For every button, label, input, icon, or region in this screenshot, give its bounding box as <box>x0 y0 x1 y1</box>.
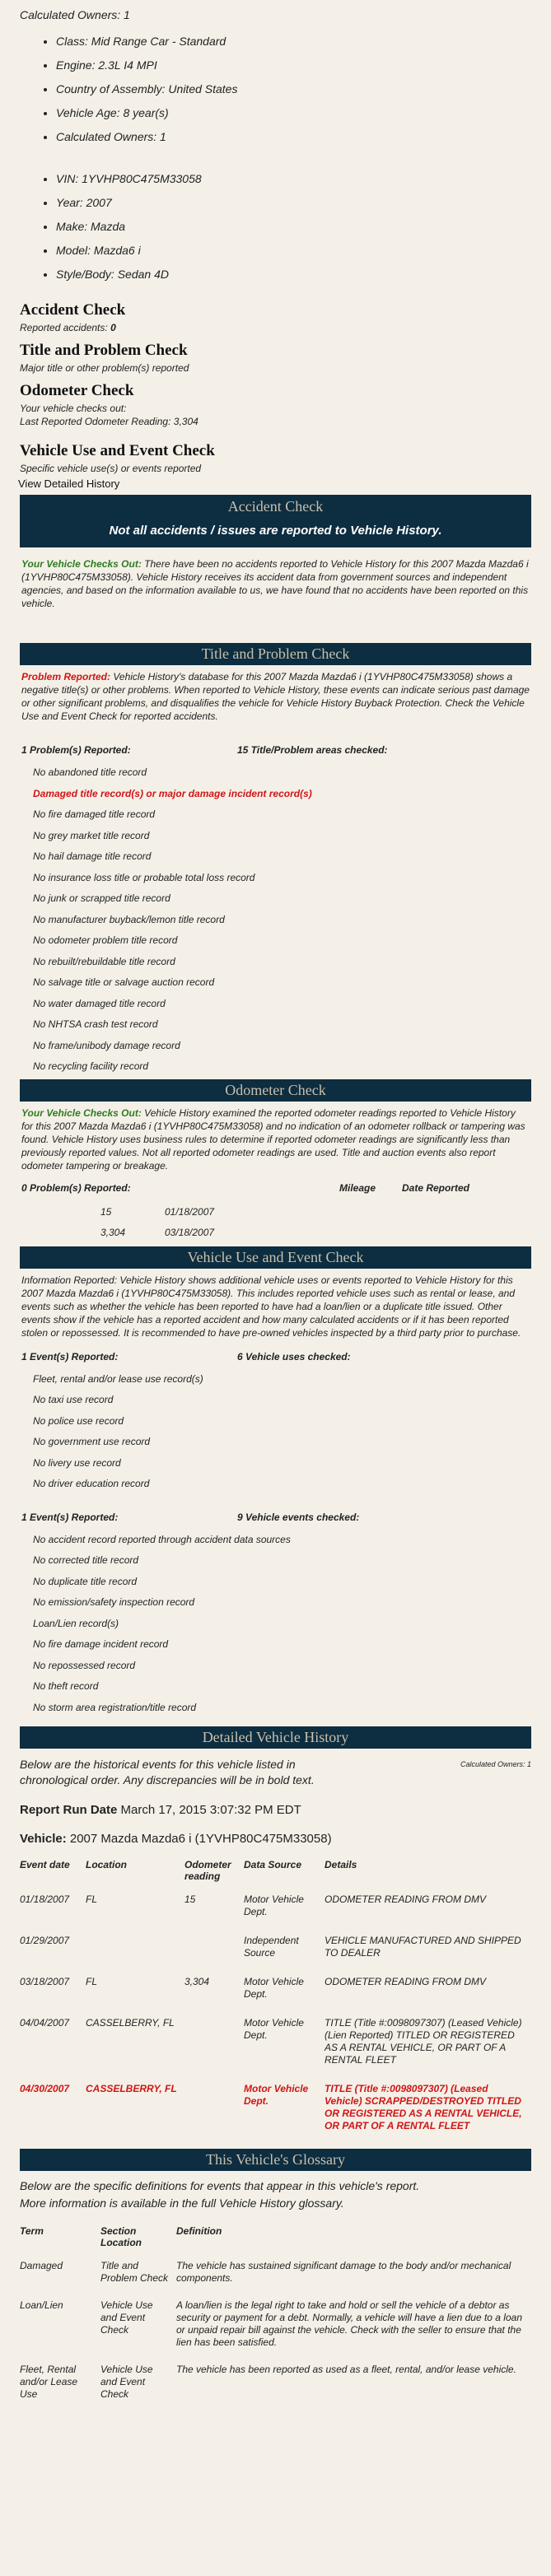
history-row <box>20 1889 531 1930</box>
glossary-intro: Below are the specific definitions for events that appear in this vehicle's report. More information is available in the full Vehicle History glossary. <box>20 2179 420 2210</box>
summary-use-event-title: Vehicle Use and Event Check <box>20 442 215 459</box>
summary-odometer-text1: Your vehicle checks out: <box>20 403 127 414</box>
vehicle-event-item: No accident record reported through accident data sources <box>33 1533 291 1545</box>
title-problem-item: No manufacturer buyback/lemon title record <box>33 913 225 925</box>
odometer-readings <box>20 1202 531 1243</box>
history-cell-location: CASSELBERRY, FL <box>86 2017 175 2029</box>
spec-model: • Model: Mazda6 i <box>56 239 531 263</box>
title-problem-item: No rebuilt/rebuildable title record <box>33 955 175 967</box>
history-row <box>20 1930 531 1971</box>
vehicle-use-item: No driver education record <box>33 1478 150 1489</box>
title-problem-item: No frame/unibody damage record <box>33 1039 180 1051</box>
history-cell-source: Motor Vehicle Dept. <box>244 2017 304 2041</box>
event-columns: 1 Event(s) Reported: 9 Vehicle events checked: <box>21 1511 360 1523</box>
accident-check-banner: Not all accidents / issues are reported to Vehicle History. <box>109 524 442 538</box>
vehicle-use-item: No government use record <box>33 1436 151 1447</box>
title-problem-item: No hail damage title record <box>33 850 152 862</box>
title-problem-header: Title and Problem Check <box>20 643 531 665</box>
view-detailed-history-link[interactable]: View Detailed History <box>18 477 120 490</box>
title-problem-item: No insurance loss title or probable total loss record <box>33 871 255 883</box>
title-problem-columns: 1 Problem(s) Reported: 15 Title/Problem areas checked: <box>21 744 388 756</box>
history-intro-text: Below are the historical events for this vehicle listed in chronological order. Any discrepancies will be in bold text. <box>20 1758 315 1786</box>
vehicle-event-item: No theft record <box>33 1680 99 1692</box>
summary-title-problem-text: Major title or other problem(s) reported <box>20 362 189 374</box>
spec-vin: • VIN: 1YVHP80C475M33058 <box>56 167 531 191</box>
vehicle-event-item: Loan/Lien record(s) <box>33 1617 119 1629</box>
odometer-columns: 0 Problem(s) Reported: Mileage Date Reported <box>21 1181 470 1194</box>
glossary-cell-definition: A loan/lien is the legal right to take and hold or sell the vehicle of a debtor as security or payment for a debt. Normally, a vehicle will have a lien due to a loan or unpaid repair bill against the vehicle. Check with the seller to ensure that the lien has been satisfied. <box>176 2299 522 2348</box>
glossary-cell-term: Damaged <box>20 2260 63 2271</box>
history-cell-odometer: 3,304 <box>184 1976 210 1987</box>
use-list <box>20 1369 531 1495</box>
vehicle-event-item: No duplicate title record <box>33 1575 138 1587</box>
odometer-paragraph: Your Vehicle Checks Out: Vehicle History examined the reported odometer readings reported to Vehicle History for this 2007 Mazda Mazda6 i (1YVHP80C475M33058) and no indication of an odometer rollback or tampering was found. Vehicle History uses business rules to determine if reported odometer readings are significantly less than previously reported values. Not all reported odometer readings are used. Title and auction events also report odometer tampering or breakage. <box>21 1106 525 1172</box>
title-problem-item: No water damaged title record <box>33 997 166 1009</box>
title-problem-list <box>20 762 531 1078</box>
spec-year: • Year: 2007 <box>56 191 531 215</box>
glossary-cell-section: Vehicle Use and Event Check <box>100 2299 153 2336</box>
history-cell-date: 04/30/2007 <box>20 2083 70 2094</box>
glossary-col-definition: Definition <box>176 2225 222 2237</box>
history-cell-odometer <box>184 2078 244 2144</box>
history-header: Detailed Vehicle History <box>20 1726 531 1749</box>
history-cell-odometer: 15 <box>184 1894 196 1905</box>
glossary-row <box>20 2296 531 2360</box>
glossary-header-row <box>20 2225 531 2257</box>
report-run-date: Report Run Date March 17, 2015 3:07:32 PM EDT <box>20 1803 301 1817</box>
spec-make: • Make: Mazda <box>56 215 531 239</box>
vehicle-event-item: No repossessed record <box>33 1659 136 1671</box>
history-row <box>20 2078 531 2144</box>
history-col-details: Details <box>325 1859 357 1870</box>
history-cell-source: Motor Vehicle Dept. <box>244 1894 304 1917</box>
title-problem-item: No grey market title record <box>33 829 150 841</box>
spec-age: • Vehicle Age: 8 year(s) <box>56 101 531 125</box>
history-cell-details: ODOMETER READING FROM DMV <box>325 1894 487 1905</box>
spec-owners: • Calculated Owners: 1 <box>56 125 531 149</box>
history-cell-details: VEHICLE MANUFACTURED AND SHIPPED TO DEALER <box>325 1935 521 1959</box>
vehicle-event-item: No storm area registration/title record <box>33 1701 197 1713</box>
vehicle-event-item: No corrected title record <box>33 1554 139 1566</box>
odometer-row: 15 01/18/2007 <box>100 1205 215 1218</box>
title-problem-item: No salvage title or salvage auction record <box>33 976 215 988</box>
glossary-header: This Vehicle's Glossary <box>20 2149 531 2171</box>
vehicle-use-item: No livery use record <box>33 1456 121 1469</box>
history-cell-date: 01/29/2007 <box>20 1935 70 1946</box>
history-col-date: Event date <box>20 1859 70 1870</box>
title-problem-item: No odometer problem title record <box>33 934 178 946</box>
title-problem-item: No junk or scrapped title record <box>33 892 170 904</box>
history-cell-source: Motor Vehicle Dept. <box>244 2083 309 2107</box>
history-intro <box>20 1757 531 1788</box>
spec-engine: • Engine: 2.3L I4 MPI <box>56 54 531 77</box>
glossary-cell-definition: The vehicle has been reported as used as a fleet, rental, and/or lease vehicle. <box>176 2364 516 2375</box>
spec-style: • Style/Body: Sedan 4D <box>56 263 531 286</box>
glossary-row <box>20 2257 531 2296</box>
vehicle-specs-list <box>20 30 531 286</box>
history-row <box>20 1971 531 2012</box>
glossary-row <box>20 2360 531 2412</box>
history-cell-location: FL <box>86 1894 98 1905</box>
history-calculated-owners: Calculated Owners: 1 <box>460 1760 531 1768</box>
history-col-location: Location <box>86 1859 127 1870</box>
summary-title-problem-title: Title and Problem Check <box>20 342 188 359</box>
summary-use-event-text: Specific vehicle use(s) or events reported <box>20 463 202 474</box>
glossary-col-term: Term <box>20 2225 44 2237</box>
history-col-source: Data Source <box>244 1859 302 1870</box>
title-problem-item: No abandoned title record <box>33 766 147 778</box>
spec-country: • Country of Assembly: United States <box>56 77 531 101</box>
history-cell-date: 01/18/2007 <box>20 1894 70 1905</box>
history-cell-location: CASSELBERRY, FL <box>86 2083 177 2094</box>
history-row <box>20 2012 531 2078</box>
history-col-odometer: Odometer reading <box>184 1859 231 1882</box>
summary-odometer-title: Odometer Check <box>20 382 134 399</box>
history-cell-location: FL <box>86 1976 98 1987</box>
spec-class: • Class: Mid Range Car - Standard <box>56 30 531 54</box>
use-event-paragraph: Information Reported: Vehicle History shows additional vehicle uses or events reported to Vehicle History for this 2007 Mazda Mazda6 i (1YVHP80C475M33058). This includes reported vehicle uses such as rental or lease, and events such as whether the vehicle has been reported to have had a loan/lien or a duplicate title issued. Other events show if the vehicle has a reported accident and how many calculated accidents or if it has been reported stolen or repossessed. It is recommended to have pre-owned vehicles inspected by a third party prior to purchase. <box>21 1274 521 1339</box>
glossary-cell-section: Title and Problem Check <box>100 2260 169 2284</box>
history-cell-source: Independent Source <box>244 1935 299 1959</box>
vehicle-use-item: Fleet, rental and/or lease use record(s) <box>33 1372 203 1385</box>
history-cell-details: TITLE (Title #:0098097307) (Leased Vehicle) (Lien Reported) TITLED OR REGISTERED AS A RENTAL VEHICLE, OR PART OF A RENTAL FLEET <box>325 2017 522 2066</box>
history-cell-details: TITLE (Title #:0098097307) (Leased Vehicle) SCRAPPED/DESTROYED TITLED OR REGISTERED AS A RENTAL VEHICLE, OR PART OF A RENTAL FLEET <box>325 2083 522 2131</box>
glossary-cell-term: Fleet, Rental and/or Lease Use <box>20 2364 78 2400</box>
glossary-table <box>20 2225 531 2412</box>
title-problem-item: No NHTSA crash test record <box>33 1018 158 1030</box>
glossary-cell-definition: The vehicle has sustained significant damage to the body and/or mechanical components. <box>176 2260 511 2284</box>
history-cell-date: 03/18/2007 <box>20 1976 70 1987</box>
accident-check-paragraph: Your Vehicle Checks Out: There have been no accidents reported to Vehicle History for this 2007 Mazda Mazda6 i (1YVHP80C475M33058). Vehicle History receives its accident data from government sources and independent agencies, and based on the information available to us, we have found that no accidents have been reported on this vehicle. <box>21 558 529 609</box>
summary-odometer-text2: Last Reported Odometer Reading: 3,304 <box>20 416 198 427</box>
history-cell-details: ODOMETER READING FROM DMV <box>325 1976 487 1987</box>
vehicle-use-item: No police use record <box>33 1414 124 1427</box>
vehicle-use-item: No taxi use record <box>33 1394 114 1405</box>
use-event-header: Vehicle Use and Event Check <box>20 1246 531 1269</box>
history-cell-odometer <box>184 2012 244 2078</box>
glossary-col-section: Section Location <box>100 2225 142 2248</box>
accident-check-heading: Accident Check <box>227 498 324 515</box>
history-cell-source: Motor Vehicle Dept. <box>244 1976 304 2000</box>
title-problem-paragraph: Problem Reported: Vehicle History's database for this 2007 Mazda Mazda6 i (1YVHP80C475M33058) shows a negative title(s) or other problems. When reported to Vehicle History, these events can indicate serious past damage or other significant problems, and disqualifies the vehicle for Vehicle History Buyback Protection. Check the Vehicle Use and Event Check for reported accidents. <box>21 671 530 722</box>
odometer-header: Odometer Check <box>20 1079 531 1102</box>
glossary-cell-term: Loan/Lien <box>20 2299 63 2311</box>
vehicle-event-item: No emission/safety inspection record <box>33 1596 195 1608</box>
history-cell-odometer <box>184 1930 244 1971</box>
report-vehicle: Vehicle: 2007 Mazda Mazda6 i (1YVHP80C475M33058) <box>20 1832 332 1846</box>
summary-accident-title: Accident Check <box>20 301 126 319</box>
accident-check-header <box>20 495 531 547</box>
glossary-cell-section: Vehicle Use and Event Check <box>100 2364 153 2400</box>
history-cell-location <box>86 1930 184 1971</box>
title-problem-item: Damaged title record(s) or major damage incident record(s) <box>33 787 312 799</box>
use-columns: 1 Event(s) Reported: 6 Vehicle uses checked: <box>21 1350 351 1363</box>
title-problem-item: No recycling facility record <box>33 1060 149 1072</box>
history-table <box>20 1859 531 2144</box>
vehicle-event-item: No fire damage incident record <box>33 1638 169 1650</box>
calculated-owners-top: Calculated Owners: 1 <box>20 8 130 21</box>
history-cell-date: 04/04/2007 <box>20 2017 70 2029</box>
summary-accident-text: Reported accidents: 0 <box>20 322 116 333</box>
event-list <box>20 1530 531 1719</box>
history-header-row <box>20 1859 531 1889</box>
title-problem-item: No fire damaged title record <box>33 808 156 820</box>
odometer-row: 3,304 03/18/2007 <box>100 1226 215 1238</box>
